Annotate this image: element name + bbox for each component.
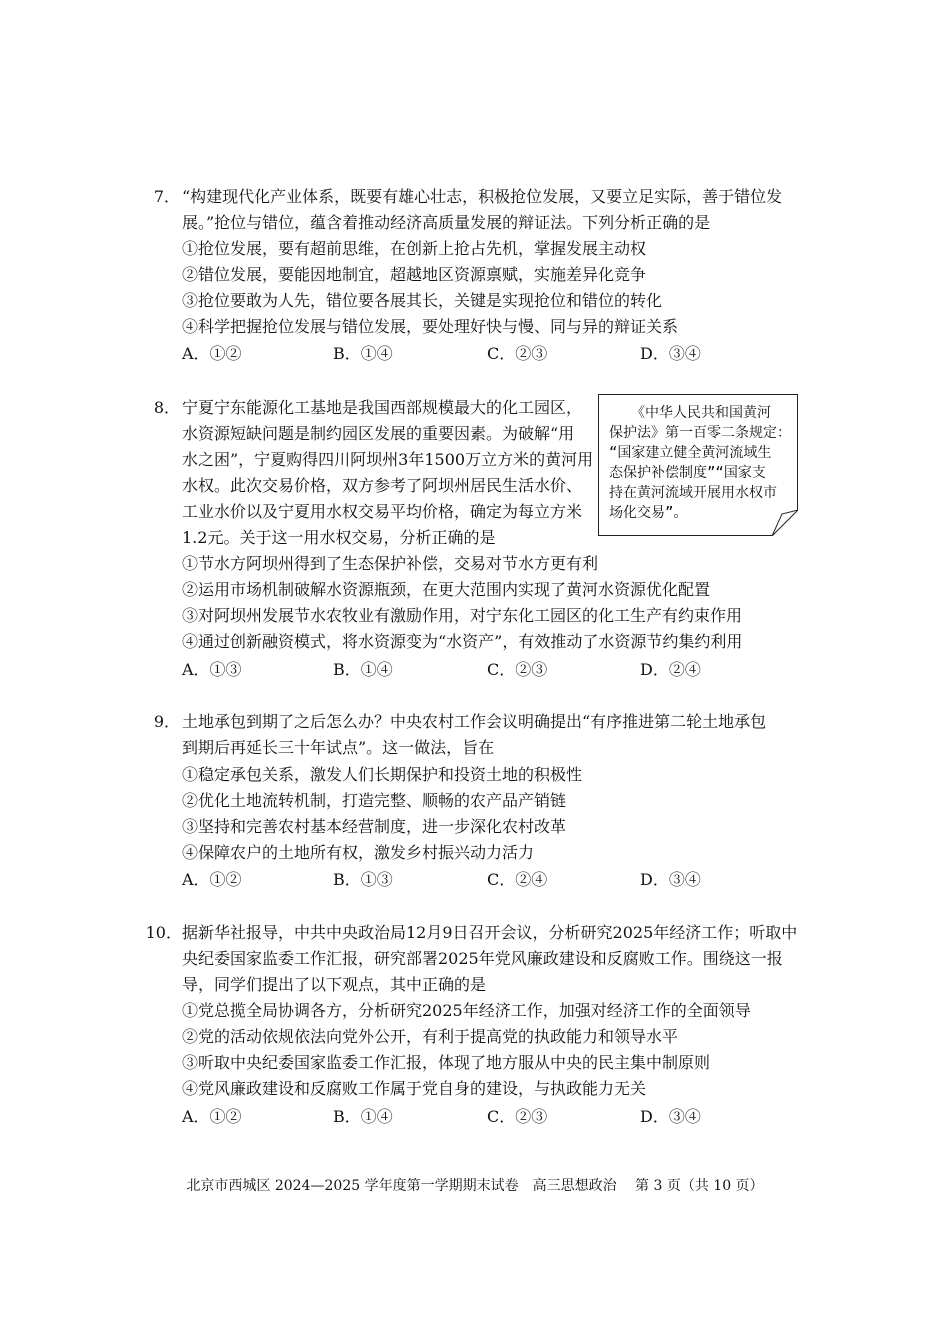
question-stem-line: 导，同学们提出了以下观点，其中正确的是 (182, 975, 487, 994)
statement-4: ④通过创新融资模式，将水资源变为“水资产”，有效推动了水资源节约集约利用 (182, 632, 743, 651)
note-line: 《中华人民共和国黄河 (631, 405, 771, 421)
question-stem-line: 水之困”，宁夏购得四川阿坝州3年1500万立方米的黄河用 (182, 450, 594, 469)
statement-3: ③坚持和完善农村基本经营制度，进一步深化农村改革 (182, 817, 567, 836)
option-d[interactable]: D．③④ (640, 344, 701, 363)
statement-2: ②党的活动依规依法向党外公开，有利于提高党的执政能力和领导水平 (182, 1027, 679, 1046)
option-c[interactable]: C．②③ (487, 344, 548, 363)
statement-1: ①抢位发展，要有超前思维，在创新上抢占先机，掌握发展主动权 (182, 239, 647, 258)
statement-3: ③对阿坝州发展节水农牧业有激励作用，对宁东化工园区的化工生产有约束作用 (182, 606, 743, 625)
statement-1: ①节水方阿坝州得到了生态保护补偿，交易对节水方更有利 (182, 554, 599, 573)
statement-4: ④党风廉政建设和反腐败工作属于党自身的建设，与执政能力无关 (182, 1079, 647, 1098)
note-line: 持在黄河流域开展用水权市 (609, 485, 777, 501)
question-stem-line: 水资源短缺问题是制约园区发展的重要因素。为破解“用 (182, 424, 575, 443)
question-stem-line: 水权。此次交易价格，双方参考了阿坝州居民生活水价、 (182, 476, 583, 495)
question-stem-line: 土地承包到期了之后怎么办？中央农村工作会议明确提出“有序推进第二轮土地承包 (182, 712, 767, 731)
question-number: 7． (153, 187, 180, 206)
question-stem-line: 1.2元。关于这一用水权交易，分析正确的是 (182, 528, 496, 547)
option-b[interactable]: B．①③ (333, 870, 393, 889)
note-line: 场化交易”。 (609, 505, 688, 521)
option-a[interactable]: A．①② (182, 344, 242, 363)
question-stem-line: 宁夏宁东能源化工基地是我国西部规模最大的化工园区， (182, 398, 583, 417)
option-c[interactable]: C．②③ (487, 1107, 548, 1126)
option-a[interactable]: A．①② (182, 1107, 242, 1126)
page-footer: 北京市西城区 2024—2025 学年度第一学期期末试卷 高三思想政治 第 3 页（共 10 页） (186, 1178, 764, 1194)
option-b[interactable]: B．①④ (333, 344, 393, 363)
question-stem-line: 据新华社报导，中共中央政治局12月9日召开会议，分析研究2025年经济工作；听取中 (182, 923, 798, 942)
question-stem-line: 展。”抢位与错位，蕴含着推动经济高质量发展的辩证法。下列分析正确的是 (182, 213, 711, 232)
option-d[interactable]: D．③④ (640, 870, 701, 889)
statement-1: ①党总揽全局协调各方，分析研究2025年经济工作，加强对经济工作的全面领导 (182, 1001, 751, 1020)
option-a[interactable]: A．①③ (182, 660, 242, 679)
statement-4: ④保障农户的土地所有权，激发乡村振兴动力活力 (182, 843, 535, 862)
question-number: 10． (145, 923, 182, 942)
question-stem-line: 工业水价以及宁夏用水权交易平均价格，确定为每立方米 (182, 502, 583, 521)
question-stem-line: “构建现代化产业体系，既要有雄心壮志，积极抢位发展，又要立足实际，善于错位发 (182, 187, 783, 206)
option-d[interactable]: D．②④ (640, 660, 701, 679)
question-stem-line: 央纪委国家监委工作汇报，研究部署2025年党风廉政建设和反腐败工作。围绕这一报 (182, 949, 783, 968)
statement-2: ②运用市场机制破解水资源瓶颈，在更大范围内实现了黄河水资源优化配置 (182, 580, 711, 599)
option-d[interactable]: D．③④ (640, 1107, 701, 1126)
law-excerpt-note (598, 394, 798, 536)
statement-1: ①稳定承包关系，激发人们长期保护和投资土地的积极性 (182, 765, 583, 784)
statement-2: ②优化土地流转机制，打造完整、顺畅的农产品产销链 (182, 791, 567, 810)
note-line: “国家建立健全黄河流域生 (609, 445, 772, 461)
question-number: 9． (153, 712, 180, 731)
question-stem-line: 到期后再延长三十年试点”。这一做法，旨在 (182, 738, 495, 757)
option-b[interactable]: B．①④ (333, 1107, 393, 1126)
statement-2: ②错位发展，要能因地制宜，超越地区资源禀赋，实施差异化竞争 (182, 265, 647, 284)
question-number: 8． (153, 398, 180, 417)
option-b[interactable]: B．①④ (333, 660, 393, 679)
note-line: 保护法》第一百零二条规定： (609, 425, 791, 441)
option-c[interactable]: C．②③ (487, 660, 548, 679)
page-curl-icon (772, 510, 798, 536)
statement-4: ④科学把握抢位发展与错位发展，要处理好快与慢、同与异的辩证关系 (182, 317, 679, 336)
option-c[interactable]: C．②④ (487, 870, 548, 889)
statement-3: ③抢位要敢为人先，错位要各展其长，关键是实现抢位和错位的转化 (182, 291, 663, 310)
note-line: 态保护补偿制度”“国家支 (609, 465, 766, 481)
statement-3: ③听取中央纪委国家监委工作汇报，体现了地方服从中央的民主集中制原则 (182, 1053, 711, 1072)
option-a[interactable]: A．①② (182, 870, 242, 889)
